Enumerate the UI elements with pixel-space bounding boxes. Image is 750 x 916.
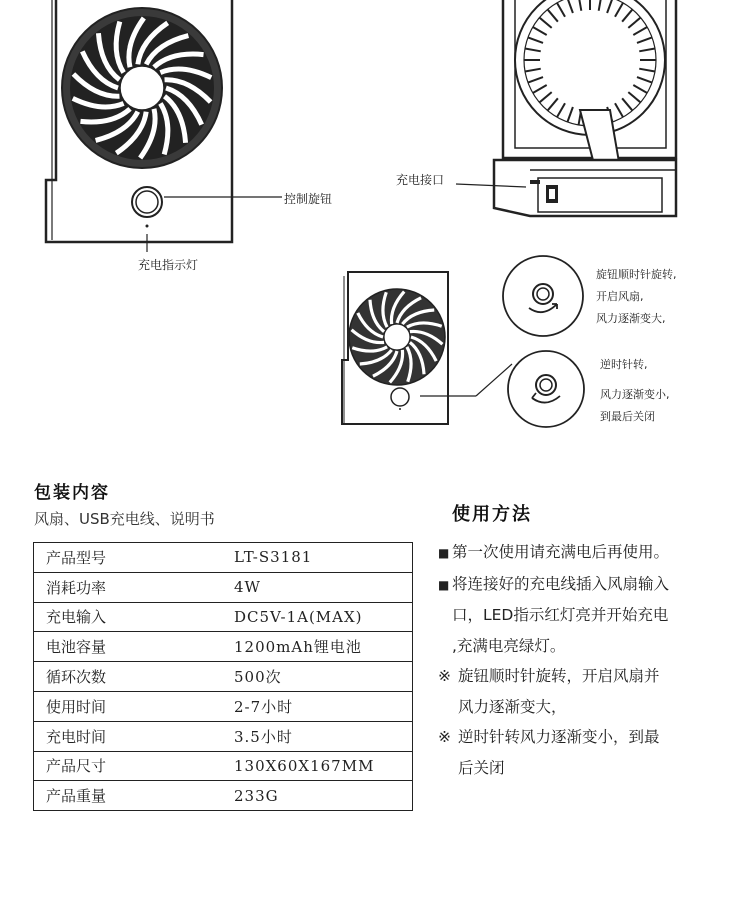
clockwise-note-line: 风力逐渐变大, bbox=[596, 312, 666, 325]
usage-title: 使用方法 bbox=[452, 504, 532, 525]
spec-row bbox=[34, 781, 413, 811]
spec-row bbox=[34, 721, 413, 751]
callout-knob: 控制旋钮 bbox=[284, 192, 333, 206]
spec-value: 2-7小时 bbox=[222, 691, 413, 721]
bullet-icon: ■ bbox=[438, 577, 450, 592]
spec-value: 500次 bbox=[222, 662, 413, 692]
clockwise-notes bbox=[596, 264, 677, 330]
knob-clockwise-detail bbox=[503, 256, 583, 336]
usage-line: ■ 将连接好的充电线插入风扇输入 bbox=[438, 569, 738, 601]
spec-value: 1200mAh锂电池 bbox=[222, 632, 413, 662]
counterclockwise-note-line: 风力逐渐变小, bbox=[600, 388, 670, 401]
clockwise-note-line: 旋钮顺时针旋转, bbox=[596, 268, 677, 281]
spec-value: 130X60X167MM bbox=[222, 751, 413, 781]
spec-value: DC5V-1A(MAX) bbox=[222, 602, 413, 632]
package-contents: 风扇、USB充电线、说明书 bbox=[34, 510, 215, 528]
spec-label: 循环次数 bbox=[34, 662, 223, 692]
usage-line: ■ 第一次使用请充满电后再使用。 bbox=[438, 537, 738, 569]
spec-row bbox=[34, 602, 413, 632]
spec-label: 产品型号 bbox=[34, 543, 223, 573]
bullet-icon: ■ bbox=[438, 546, 450, 560]
spec-label: 使用时间 bbox=[34, 691, 223, 721]
spec-table bbox=[33, 542, 413, 811]
note-icon: ※ bbox=[438, 667, 451, 685]
usage-instructions bbox=[438, 537, 738, 783]
spec-row bbox=[34, 543, 413, 573]
usage-line: ※ 逆时针转风力逐渐变小，到最 bbox=[438, 722, 738, 753]
callout-port: 充电接口 bbox=[396, 173, 445, 187]
spec-value: 3.5小时 bbox=[222, 721, 413, 751]
spec-value: LT-S3181 bbox=[222, 543, 413, 573]
product-diagram bbox=[0, 0, 750, 440]
spec-row bbox=[34, 751, 413, 781]
counterclockwise-note-line: 逆时针转, bbox=[600, 358, 648, 371]
spec-label: 消耗功率 bbox=[34, 572, 223, 602]
spec-label: 产品尺寸 bbox=[34, 751, 223, 781]
spec-value: 4W bbox=[222, 572, 413, 602]
package-title: 包装内容 bbox=[34, 483, 110, 503]
spec-row bbox=[34, 691, 413, 721]
spec-label: 充电输入 bbox=[34, 602, 223, 632]
usage-line: ,充满电亮绿灯。 bbox=[452, 636, 566, 655]
note-icon: ※ bbox=[438, 728, 451, 746]
clockwise-note-line: 开启风扇, bbox=[596, 290, 644, 303]
spec-label: 产品重量 bbox=[34, 781, 223, 811]
spec-row bbox=[34, 662, 413, 692]
spec-value: 233G bbox=[222, 781, 413, 811]
usage-line: 口，LED指示红灯亮并开始充电 bbox=[452, 606, 669, 624]
fan-small-illustration bbox=[342, 272, 512, 424]
counterclockwise-notes bbox=[600, 354, 670, 428]
spec-label: 电池容量 bbox=[34, 632, 223, 662]
spec-row bbox=[34, 572, 413, 602]
fan-side-illustration bbox=[456, 0, 676, 216]
spec-label: 充电时间 bbox=[34, 721, 223, 751]
usage-line: 风力逐渐变大， bbox=[458, 697, 567, 716]
usage-line: ※ 旋钮顺时针旋转，开启风扇并 bbox=[438, 661, 738, 692]
spec-row bbox=[34, 632, 413, 662]
usage-line: 后关闭 bbox=[458, 758, 505, 777]
knob-counterclockwise-detail bbox=[508, 351, 584, 427]
counterclockwise-note-line: 到最后关闭 bbox=[600, 410, 655, 423]
fan-front-illustration bbox=[46, 0, 282, 252]
callout-indicator: 充电指示灯 bbox=[138, 258, 199, 272]
